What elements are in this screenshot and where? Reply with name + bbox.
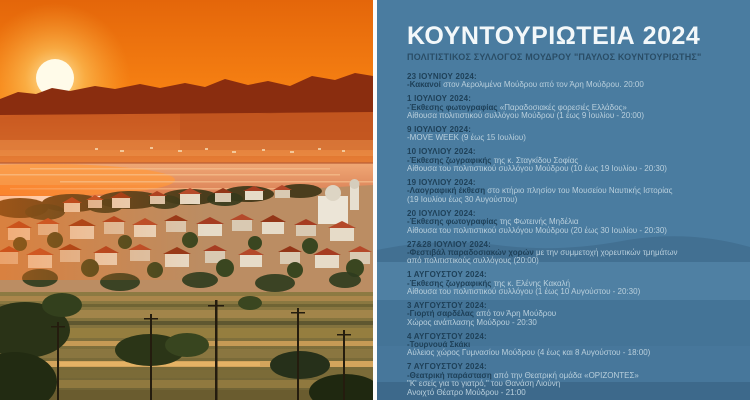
event-description: από τον Άρη Μούδρου: [473, 309, 557, 319]
event-description: στον Αερολιμένα Μούδρου από τον Άρη Μούδρου. 20:00: [440, 80, 644, 90]
event-name: -Έκθεσης φωτογραφίας: [407, 102, 498, 112]
event-date: 3 ΑΥΓΟΥΣΤΟΥ 2024:: [407, 300, 487, 310]
event-item: [407, 148, 740, 173]
event-item: [407, 126, 740, 143]
event-detail-line: Αίθουσα του πολιτιστικού συλλόγου Μούδρου (20 έως 30 Ιουλίου - 20:30): [407, 225, 667, 235]
event-item: [407, 95, 740, 120]
event-name: -Θεατρική παράσταση: [407, 370, 492, 380]
event-date: 1 ΑΥΓΟΥΣΤΟΥ 2024:: [407, 270, 487, 280]
event-description: με την συμμετοχή χορευτικών τμημάτων: [533, 247, 678, 257]
event-description: της Φωτεινής Μηδέλια: [497, 217, 579, 227]
poster-title: ΚΟΥΝΤΟΥΡΙΩΤΕΙΑ 2024: [407, 22, 701, 50]
event-date: 9 ΙΟΥΛΙΟΥ 2024:: [407, 125, 472, 135]
event-name: -Κακανοί: [407, 80, 441, 90]
sunset-photo: [0, 0, 373, 400]
event-detail-line: Χώρος ανάπλασης Μούδρου - 20:30: [407, 317, 537, 327]
event-description: της κ. Σταγκίδου Σοφίας: [491, 155, 579, 165]
event-date: 1 ΙΟΥΛΙΟΥ 2024:: [407, 94, 472, 104]
event-detail-line: Αίθουσα του πολιτιστικού συλλόγου Μούδρου (10 έως 19 Ιουλίου - 20:30): [407, 164, 667, 174]
event-name: -Τουρνουά Σκάκι: [407, 340, 471, 350]
event-description: «Παραδοσιακές φορεσιές Ελλάδος»: [497, 102, 627, 112]
events-list: [407, 73, 740, 397]
event-item: [407, 210, 740, 235]
event-item: [407, 271, 740, 296]
event-detail-line: Αίθουσα του πολιτιστικού συλλόγου (1 έως 10 Αυγούστου - 20:30): [407, 287, 641, 297]
program-panel: [377, 0, 750, 400]
event-date: 7 ΑΥΓΟΥΣΤΟΥ 2024:: [407, 362, 487, 372]
event-detail-line: από πολιτιστικούς συλλόγους (20:00): [407, 256, 539, 266]
event-item: [407, 73, 740, 90]
event-date: 19 ΙΟΥΛΙΟΥ 2024:: [407, 178, 476, 188]
event-date: 10 ΙΟΥΛΙΟΥ 2024:: [407, 147, 476, 157]
event-date: 20 ΙΟΥΛΙΟΥ 2024:: [407, 208, 476, 218]
event-item: [407, 363, 740, 397]
event-description: από την Θεατρική ομάδα «ΟΡΙΖΟΝΤΕΣ»: [491, 370, 639, 380]
event-item: [407, 179, 740, 204]
event-date: 23 ΙΟΥΝΙΟΥ 2024:: [407, 72, 477, 81]
event-name: -Φεστιβάλ παραδοσιακών χορών: [407, 247, 534, 257]
event-detail-line: (19 Ιουλίου έως 30 Αυγούστου): [407, 194, 518, 204]
event-detail-line: Αίθουσα πολιτιστικού συλλόγου Μούδρου (1 έως 9 Ιουλίου - 20:00): [407, 111, 644, 121]
event-title-line: [407, 134, 740, 142]
event-description: -MOVE WEEK (9 έως 15 Ιουλίου): [407, 133, 526, 143]
event-description: στο κτήριο πλησίον του Μουσείου Ναυτικής Ιστορίας: [485, 186, 673, 196]
event-title-line: [407, 81, 740, 89]
event-name: -Έκθεσης φωτογραφίας: [407, 217, 498, 227]
event-detail-line: Αύλειος χώρος Γυμνασίου Μούδρου (4 έως και 8 Αυγούστου - 18:00): [407, 348, 651, 358]
sunset-photo-illustration: [0, 0, 373, 400]
event-date: 4 ΑΥΓΟΥΣΤΟΥ 2024:: [407, 331, 487, 341]
event-name: -Έκθεσης ζωγραφικής: [407, 155, 492, 165]
event-item: [407, 241, 740, 266]
event-detail-line: Ανοιχτό Θέατρο Μούδρου - 21:00: [407, 387, 526, 397]
event-date: 27&28 ΙΟΥΛΙΟΥ 2024:: [407, 239, 492, 249]
event-name: -Έκθεσης ζωγραφικής: [407, 278, 492, 288]
event-description: της κ. Ελένης Κακαλή: [491, 278, 571, 288]
event-item: [407, 302, 740, 327]
event-item: [407, 333, 740, 358]
event-name: -Γιορτή σαρδέλας: [407, 309, 474, 319]
poster-subtitle: ΠΟΛΙΤΙΣΤΙΚΟΣ ΣΥΛΛΟΓΟΣ ΜΟΥΔΡΟΥ "ΠΑΥΛΟΣ ΚΟΥΝΤΟΥΡΙΩΤΗΣ": [407, 52, 702, 62]
event-detail-line: "Κ' εσείς για το γιατρό," του Θανάση Λιούνη: [407, 379, 561, 389]
event-name: -Λαογραφική έκθεση: [407, 186, 486, 196]
